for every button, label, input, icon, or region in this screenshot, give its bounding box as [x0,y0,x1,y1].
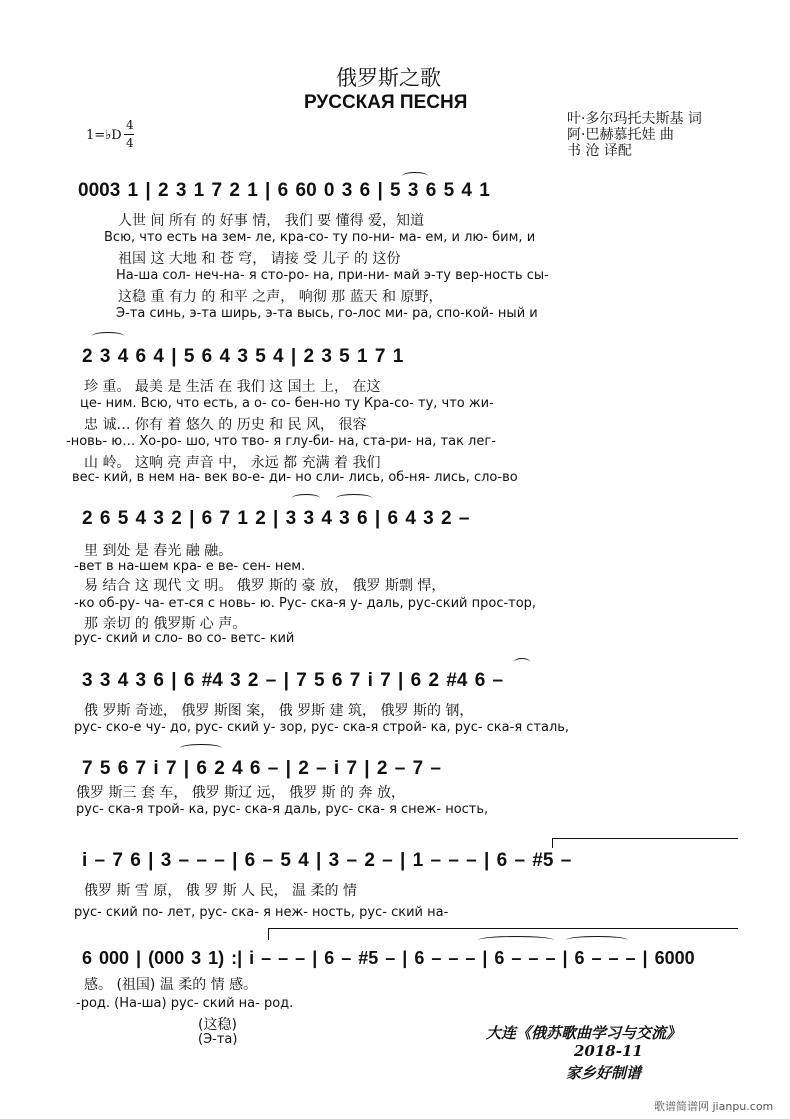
lyric-line: Э-та синь, э-та ширь, э-та высь, го-лос ми- ра, спо-кой- ный и [116,306,538,321]
key-signature: 1=♭D [86,128,122,143]
lyric-line: рус- ска-я трой- ка, рус- ска-я даль, рус- ска- я снеж- ность, [76,802,489,817]
lyric-line: Всю, что есть на зем- ле, кра-со- ту по-ни- ма- ем, и лю- бим, и [104,230,536,245]
slur-arc [292,494,320,502]
lyric-line: -новь- ю… Хо-ро- шо, что тво- я глу-би- на, ста-ри- на, так лег- [66,434,496,449]
lyric-line: 那 亲切 的 俄罗斯 心 声。 [84,616,247,632]
tie-arc [514,658,530,666]
lyric-line: 这稳 重 有力 的 和平 之声， 响彻 那 蓝天 和 原野， [118,289,443,305]
volta-2-bracket [268,928,738,929]
lyric-line: 俄 罗斯 奇迹， 俄罗 斯图 案， 俄 罗斯 建 筑， 俄罗 斯的 钢， [84,703,474,719]
credit-translator: 书 沧 译配 [567,143,632,159]
volta-1-bracket [552,838,738,839]
tie-arc [566,936,628,944]
slur-arc [92,332,124,340]
lyric-line: На-ша сол- неч-на- я сто-ро- на, при-ни- май э-ту вер-ность сы- [116,268,549,283]
notes-line-4: 3 3 4 3 6 | 6 #4 3 2 – | 7 5 6 7 i 7 | 6 2 #4 6 – [82,670,504,691]
lyric-line: вес- кий, в нем на- век во-е- ди- но сли- лись, об-ня- лись, сло-во [72,470,518,485]
slur-arc [180,744,222,752]
verse-start-marker: (这稳) [198,1017,237,1033]
notes-line-5: 7 5 6 7 i 7 | 6 2 4 6 – | 2 – i 7 | 2 – 7 – [82,758,441,779]
time-signature-top: 4 [126,118,134,132]
volta-2-bracket-hook [268,928,269,940]
footer-date: 2018-11 [574,1042,643,1060]
title-chinese: 俄罗斯之歌 [336,66,441,90]
lyric-line: -род. (На-ша) рус- ский на- род. [76,996,294,1011]
title-russian: РУССКАЯ ПЕСНЯ [304,92,468,113]
slur-arc [336,494,372,502]
notes-line-6: i – 7 6 | 3 – – – | 6 – 5 4 | 3 – 2 – | 1 – – – | 6 – #5 – [82,850,572,871]
footer-maker: 家乡好制谱 [566,1064,642,1082]
footer-source: 大连《俄苏歌曲学习与交流》 [486,1024,682,1042]
notes-line-2: 2 3 4 6 4 | 5 6 4 3 5 4 | 2 3 5 1 7 1 [82,346,404,367]
credit-lyricist: 叶·多尔玛托夫斯基 词 [567,111,702,127]
time-signature-line [124,134,134,135]
lyric-line: 珍 重。 最美 是 生活 在 我们 这 国土 上， 在这 [84,379,381,395]
lyric-line: рус- ский и сло- во со- ветс- кий [74,631,295,646]
lyric-line: 忠 诚… 你有 着 悠久 的 历史 和 民 风， 很容 [84,417,367,433]
lyric-line: 俄罗 斯三 套 车， 俄罗 斯辽 远， 俄罗 斯 的 奔 放， [76,785,405,801]
lyric-line: 祖国 这 大地 和 苍 穹， 请接 受 儿子 的 这份 [118,251,401,267]
lyric-line: 里 到处 是 春光 融 融。 [84,543,233,559]
lyric-line: -ко об-ру- ча- ет-ся с новь- ю. Рус- ска-я у- даль, рус-ский прос-тор, [74,596,537,611]
lyric-line: 易 结合 这 现代 文 明。 俄罗 斯的 豪 放， 俄罗 斯剽 悍， [84,578,446,594]
lyric-line: 人世 间 所有 的 好事 情， 我们 要 懂得 爱，知道 [118,213,425,229]
tie-arc [402,172,428,180]
notes-line-1: 0003 1 | 2 3 1 7 2 1 | 6 60 0 3 6 | 5 3 6 5 4 1 [78,180,490,201]
lyric-line: 俄罗 斯 雪 原， 俄 罗 斯 人 民， 温 柔的 情 [84,883,357,899]
watermark-text: 歌谱简谱网 jianpu.com [654,1100,774,1113]
verse-start-marker: (Э-та) [198,1032,238,1047]
lyric-line: 感。 (祖国) 温 柔的 情 感。 [84,977,258,993]
notes-line-7: 6 000 | (000 3 1) :| i – – – | 6 – #5 – | 6 – – – | 6 – – – | 6 – – – | 6000 [82,948,695,968]
lyric-line: це- ним. Всю, что есть, а о- со- бен-но ту Кра-со- ту, что жи- [80,396,494,411]
tie-arc [478,936,554,944]
volta-1-bracket-hook [552,838,553,848]
lyric-line: рус- ский по- лет, рус- ска- я неж- ность, рус- ский на- [74,905,449,920]
time-signature-bottom: 4 [126,136,134,150]
lyric-line: 山 岭。 这响 亮 声音 中， 永远 都 充满 着 我们 [84,455,381,471]
lyric-line: рус- ско-е чу- до, рус- ский у- зор, рус- ска-я строй- ка, рус- ска-я сталь, [74,720,570,735]
credit-composer: 阿·巴赫慕托娃 曲 [567,127,674,143]
notes-line-3: 2 6 5 4 3 2 | 6 7 1 2 | 3 3 4 3 6 | 6 4 3 2 – [82,508,470,529]
lyric-line: -вет в на-шем кра- е ве- сен- нем. [74,559,306,574]
